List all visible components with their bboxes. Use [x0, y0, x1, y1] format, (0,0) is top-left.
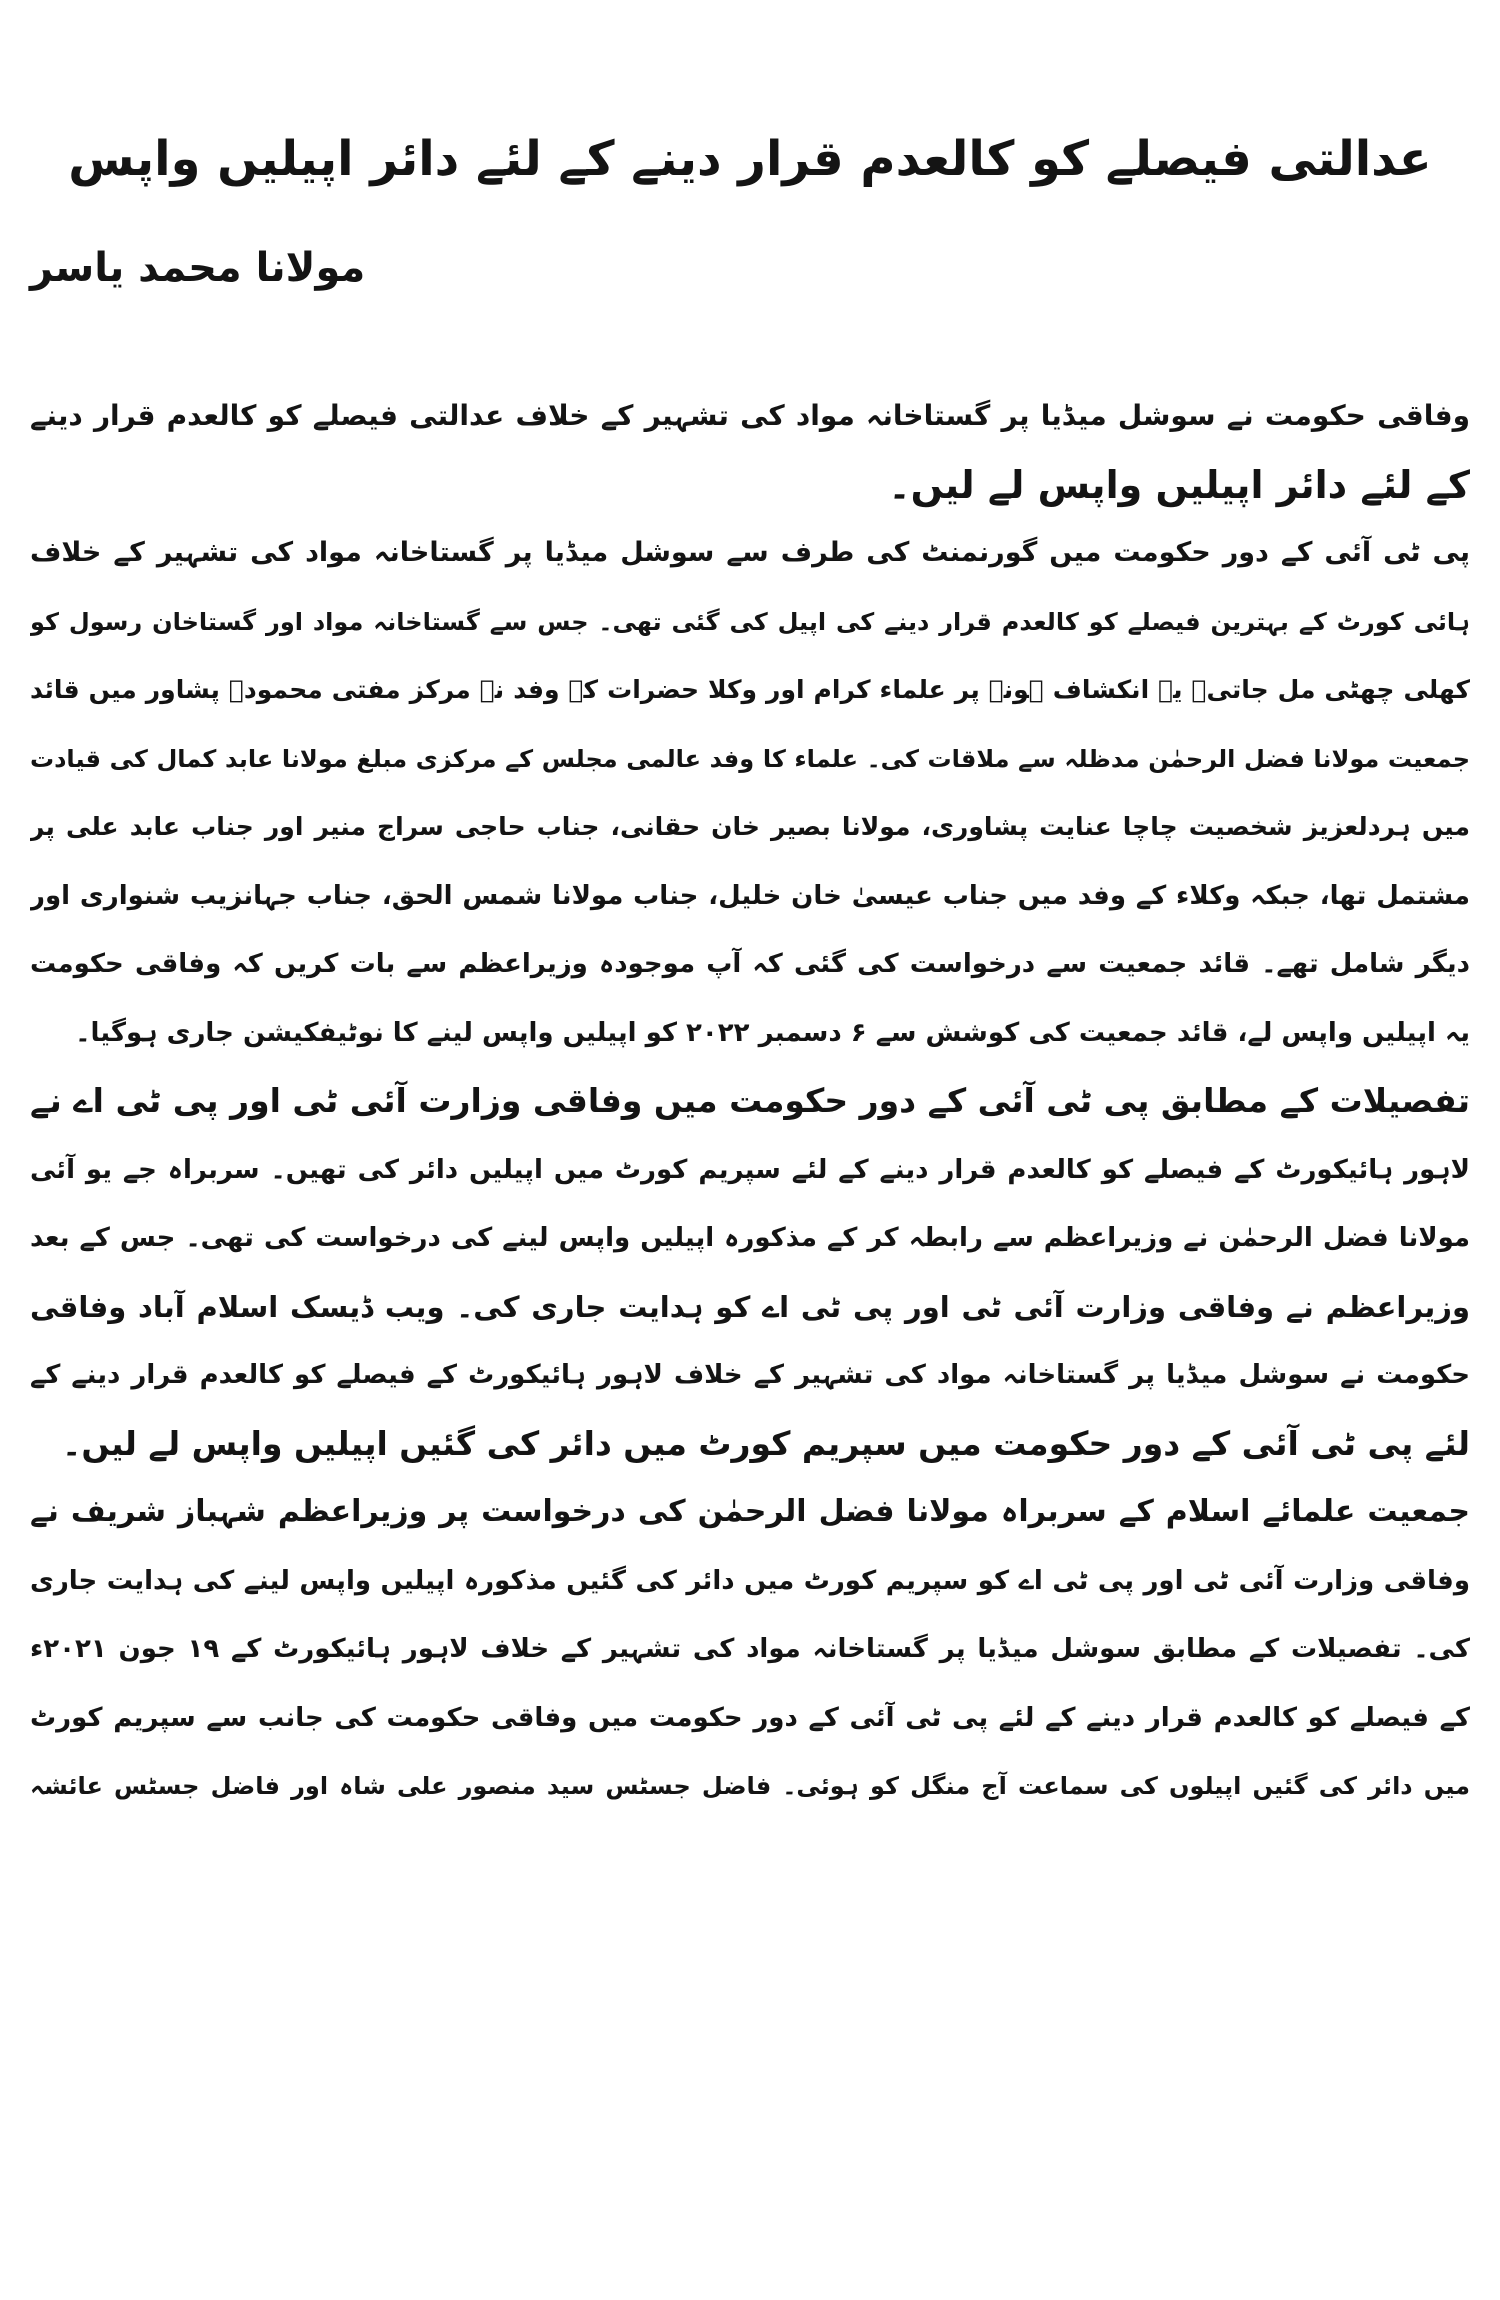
article-line: وفاقی وزارت آئی ٹی اور پی ٹی اے کو سپریم کورٹ میں دائر کی گئیں مذکورہ اپیلیں واپس لینے کی ہدایت جاری — [30, 1565, 1470, 1596]
article-line: یہ اپیلیں واپس لے، قائد جمعیت کی کوشش سے ۶ دسمبر ۲۰۲۲ کو اپیلیں واپس لینے کا نوٹیفکیشن جاری ہوگیا۔ — [75, 1017, 1470, 1048]
article-line: جمعیت علمائے اسلام کے سربراہ مولانا فضل الرحمٰن کی درخواست پر وزیراعظم شہباز شریف نے — [30, 1494, 1470, 1529]
article-line: تفصیلات کے مطابق پی ٹی آئی کے دور حکومت میں وفاقی وزارت آئی ٹی اور پی ٹی اے نے — [30, 1081, 1470, 1120]
article-line: پی ٹی آئی کے دور حکومت میں گورنمنٹ کی طرف سے سوشل میڈیا پر گستاخانہ مواد کی تشہیر کے خلاف — [30, 537, 1470, 568]
article-line: حکومت نے سوشل میڈیا پر گستاخانہ مواد کی تشہیر کے خلاف لاہور ہائیکورٹ کے فیصلے کو کالعدم قرار دینے کے — [30, 1360, 1470, 1390]
article-line: مشتمل تھا، جبکہ وکلاء کے وفد میں جناب عیسیٰ خان خلیل، جناب مولانا شمس الحق، جناب جہانزیب شنواری اور — [30, 880, 1470, 911]
article-line: میں دائر کی گئیں اپیلوں کی سماعت آج منگل کو ہوئی۔ فاضل جسٹس سید منصور علی شاہ اور فاضل جسٹس عائشہ — [30, 1772, 1470, 1800]
article-line: لئے پی ٹی آئی کے دور حکومت میں سپریم کورٹ میں دائر کی گئیں اپیلیں واپس لے لیں۔ — [62, 1423, 1470, 1463]
article-line: وفاقی حکومت نے سوشل میڈیا پر گستاخانہ مواد کی تشہیر کے خلاف عدالتی فیصلے کو کالعدم قرار دینے — [30, 399, 1470, 432]
article-line: مولانا فضل الرحمٰن نے وزیراعظم سے رابطہ کر کے مذکورہ اپیلیں واپس لینے کی درخواست کی تھی۔ جس کے بعد — [30, 1223, 1470, 1253]
article-line: کی۔ تفصیلات کے مطابق سوشل میڈیا پر گستاخانہ مواد کی تشہیر کے خلاف لاہور ہائیکورٹ کے ۱۹ جون ۲۰۲۱ء — [30, 1634, 1470, 1664]
article-title: عدالتی فیصلے کو کالعدم قرار دینے کے لئے دائر اپیلیں واپس — [68, 131, 1432, 188]
article-byline: مولانا محمد یاسر — [30, 245, 366, 291]
article-body — [30, 382, 1470, 1821]
article-line: لاہور ہائیکورٹ کے فیصلے کو کالعدم قرار دینے کے لئے سپریم کورٹ میں اپیلیں دائر کی تھیں۔ سربراہ جے یو آئی — [30, 1154, 1470, 1185]
article-line: کے فیصلے کو کالعدم قرار دینے کے لئے پی ٹی آئی کے دور حکومت میں وفاقی حکومت کی جانب سے سپریم کورٹ — [30, 1702, 1470, 1733]
article-line: کھلی چھٹی مل جاتی۔ یہ انکشاف ہونے پر علماء کرام اور وکلا حضرات کے وفد نے مرکز مفتی محمودؒ پشاور میں قائد — [30, 675, 1470, 704]
article-line: میں ہردلعزیز شخصیت چاچا عنایت پشاوری، مولانا بصیر خان حقانی، جناب حاجی سراج منیر اور جناب عابد علی پر — [30, 812, 1470, 841]
article-line: کے لئے دائر اپیلیں واپس لے لیں۔ — [888, 462, 1470, 507]
article-line: ہائی کورٹ کے بہترین فیصلے کو کالعدم قرار دینے کی اپیل کی گئی تھی۔ جس سے گستاخانہ مواد اور گستاخان رسول کو — [30, 607, 1470, 636]
article-line: وزیراعظم نے وفاقی وزارت آئی ٹی اور پی ٹی اے کو ہدایت جاری کی۔ ویب ڈیسک اسلام آباد وفاقی — [30, 1289, 1470, 1324]
article-line: جمعیت مولانا فضل الرحمٰن مدظلہ سے ملاقات کی۔ علماء کا وفد عالمی مجلس کے مرکزی مبلغ مولانا عابد کمال کی قیادت — [30, 744, 1470, 773]
article-line: دیگر شامل تھے۔ قائد جمعیت سے درخواست کی گئی کہ آپ موجودہ وزیراعظم سے بات کریں کہ وفاقی حکومت — [30, 949, 1470, 979]
